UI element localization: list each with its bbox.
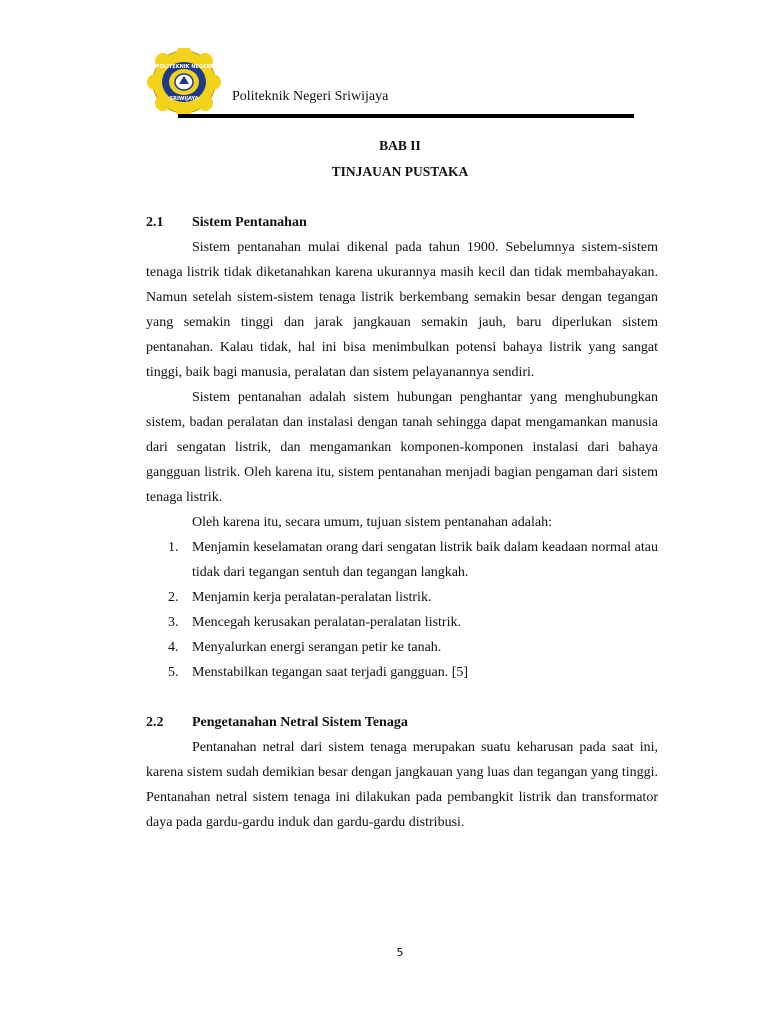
chapter-number: BAB II xyxy=(379,138,421,153)
list-text: Menyalurkan energi serangan petir ke tanah. xyxy=(192,640,442,655)
paragraph: Oleh karena itu, secara umum, tujuan sistem pentanahan adalah: xyxy=(192,515,552,530)
list-text: Menjamin keselamatan orang dari sengatan listrik baik dalam keadaan normal atau tidak dari tegangan sentuh dan tegangan langkah. xyxy=(192,540,658,580)
header-rule xyxy=(178,114,634,118)
list-number: 3. xyxy=(168,615,179,630)
section-number: 2.1 xyxy=(146,215,164,230)
body-content xyxy=(146,211,658,835)
chapter-title: TINJAUAN PUSTAKA xyxy=(331,164,469,179)
page-number: 5 xyxy=(396,946,404,959)
list-item xyxy=(146,635,658,660)
list-text: Menjamin kerja peralatan-peralatan listrik. xyxy=(192,590,432,605)
institution-logo xyxy=(146,48,222,116)
section-title: Pengetanahan Netral Sistem Tenaga xyxy=(192,715,408,730)
list-item xyxy=(146,585,658,610)
list-item xyxy=(146,610,658,635)
paragraph: Sistem pentanahan adalah sistem hubungan penghantar yang menghubungkan sistem, badan peralatan dan instalasi dengan tanah sehingga dapat mengamankan manusia dari sengatan listrik, dan mengamankan komponen-komponen instalasi dari bahaya gangguan listrik. Oleh karena itu, sistem pentanahan menjadi bagian pengaman dari sistem tenaga listrik. xyxy=(146,390,658,505)
logo-text-bottom: SRIWIJAYA xyxy=(169,96,199,102)
purpose-list xyxy=(146,535,658,685)
list-number: 2. xyxy=(168,590,179,605)
list-number: 5. xyxy=(168,665,179,680)
section-number: 2.2 xyxy=(146,715,164,730)
section-heading xyxy=(146,711,658,735)
section-title: Sistem Pentanahan xyxy=(192,215,307,230)
section-spacer xyxy=(146,685,658,711)
list-number: 1. xyxy=(168,540,179,555)
list-number: 4. xyxy=(168,640,179,655)
section-heading xyxy=(146,211,658,235)
paragraph: Sistem pentanahan mulai dikenal pada tahun 1900. Sebelumnya sistem-sistem tenaga listrik tidak diketanahkan karena ukurannya masih kecil dan tidak membahayakan. Namun setelah sistem-sistem tenaga listrik berkembang semakin besar dengan tegangan yang semakin tinggi dan jarak jangkauan semakin jauh, baru diperlukan sistem pentanahan. Kalau tidak, hal ini bisa menimbulkan potensi bahaya listrik yang sangat tinggi, baik bagi manusia, peralatan dan sistem pelayanannya sendiri. xyxy=(146,240,658,380)
list-text: Mencegah kerusakan peralatan-peralatan listrik. xyxy=(192,615,461,630)
list-text: Menstabilkan tegangan saat terjadi gangguan. [5] xyxy=(192,665,469,680)
list-item xyxy=(146,535,658,585)
institution-name: Politeknik Negeri Sriwijaya xyxy=(232,89,389,104)
list-item xyxy=(146,660,658,685)
logo-text-top: POLITEKNIK NEGERI xyxy=(155,64,213,70)
paragraph: Pentanahan netral dari sistem tenaga merupakan suatu keharusan pada saat ini, karena sistem sudah demikian besar dengan jangkauan yang luas dan tegangan yang tinggi. Pentanahan netral sistem tenaga ini dilakukan pada pembangkit listrik dan transformator daya pada gardu-gardu induk dan gardu-gardu distribusi. xyxy=(146,740,658,830)
